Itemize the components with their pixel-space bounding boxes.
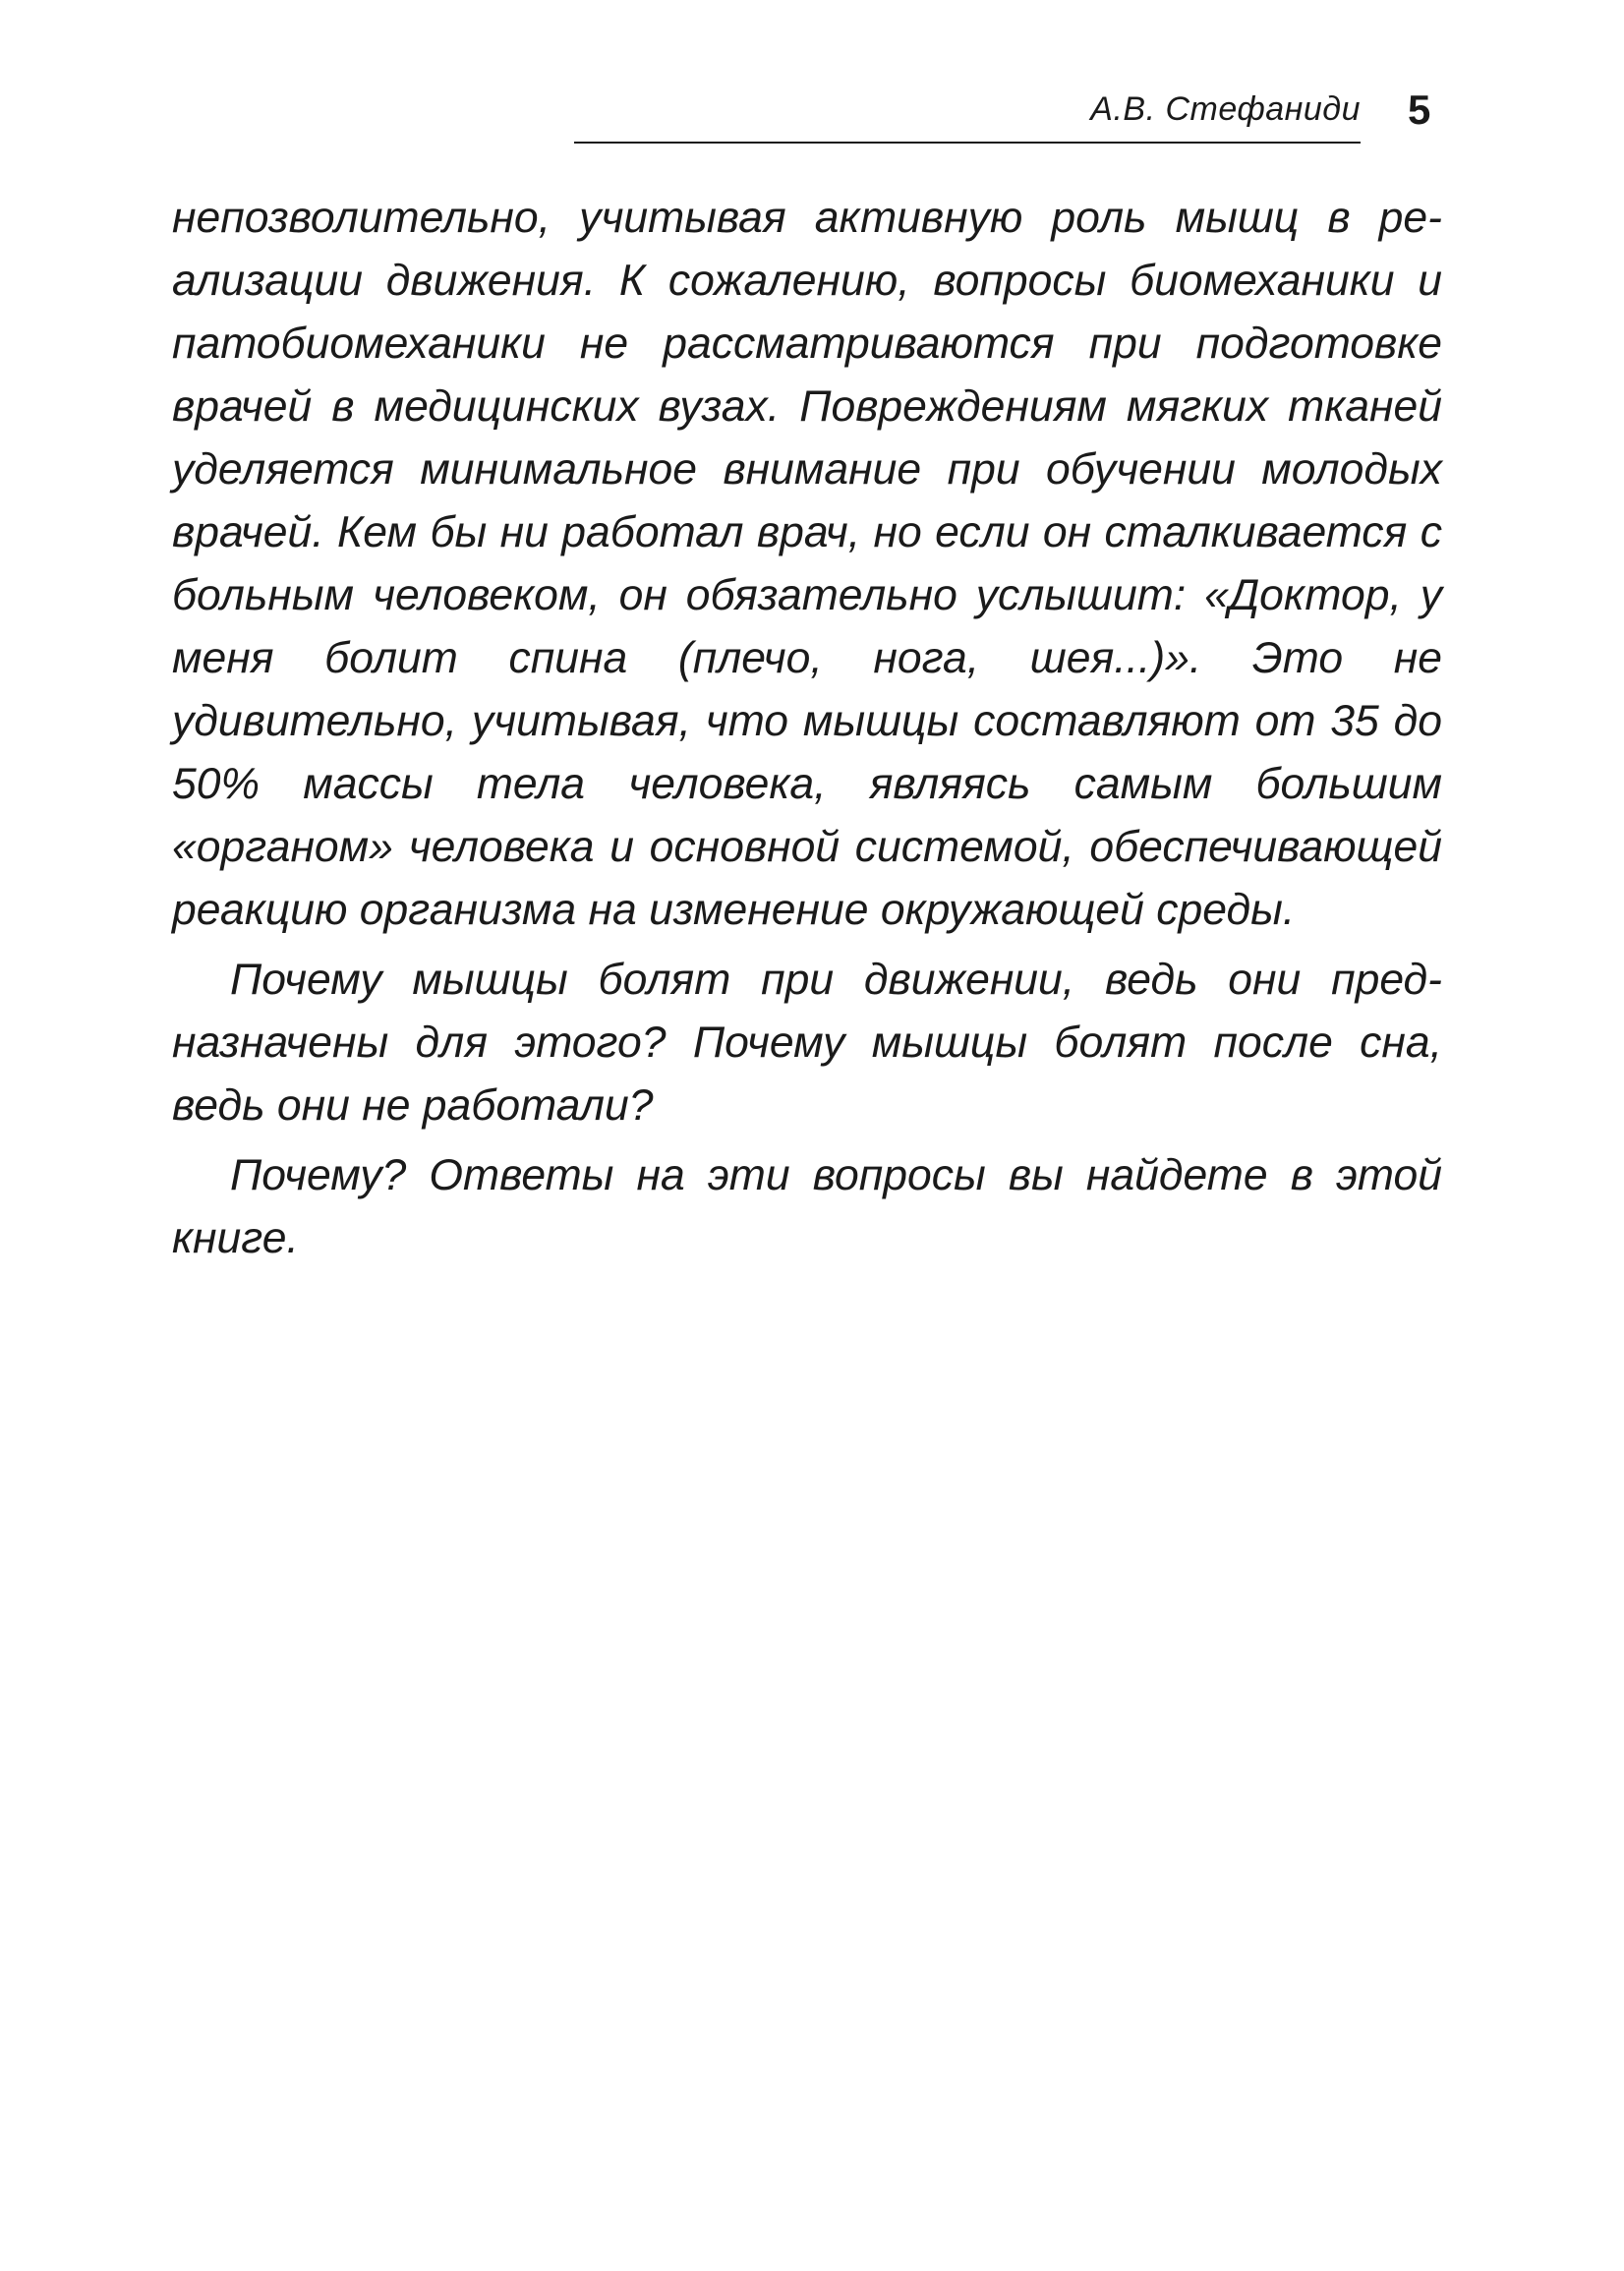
paragraph: Почему? Ответы на эти вопросы вы найдете в этой книге.: [172, 1151, 1442, 1262]
author-name: А.В. Стефаниди: [1090, 90, 1361, 128]
page-number: 5: [1408, 87, 1431, 133]
paragraph: Почему мышцы болят при движении, ведь они предназначены для этого? Почему мышцы болят после сна, ведь они не работали?: [172, 956, 1442, 1130]
running-header: [574, 87, 1361, 144]
header-rule: [574, 142, 1361, 144]
body-text: [172, 187, 1442, 1277]
paragraph: непозволительно, учитывая активную роль мышц в реализации движения. К сожалению, вопросы биомеханики и патобиомеханики не рассматриваются при подготовке врачей в медицинских вузах. Повреждениям мягких тканей уделяется минимальное внимание при обучении молодых врачей. Кем бы ни работал врач, но если он сталкивается с больным человеком, он обязательно услышит: «Доктор, у меня болит спина (плечо, нога, шея...)». Это не удивительно, учитывая, что мышцы составляют от 35 до 50% массы тела человека, являясь самым большим «органом» человека и основной системой, обеспечивающей реакцию организма на изменение окружающей среды.: [172, 194, 1442, 934]
